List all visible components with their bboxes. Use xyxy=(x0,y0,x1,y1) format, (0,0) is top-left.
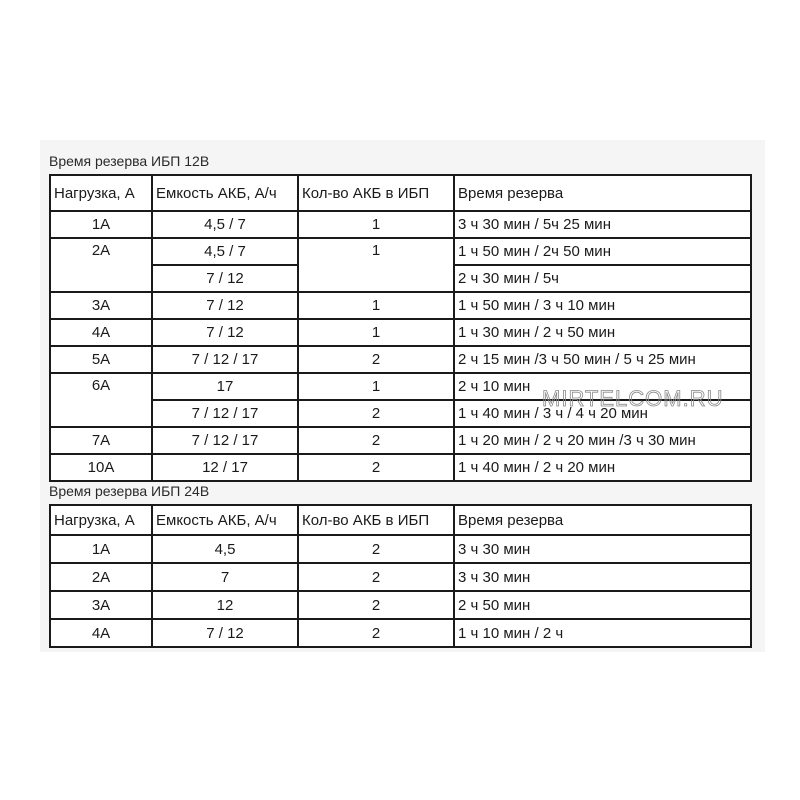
cell-load: 4А xyxy=(50,619,152,647)
header-capacity: Емкость АКБ, А/ч xyxy=(152,175,298,211)
table-row xyxy=(50,427,751,454)
cell-count: 2 xyxy=(298,427,454,454)
cell-count: 2 xyxy=(298,400,454,427)
table-row xyxy=(50,292,751,319)
cell-load: 6А xyxy=(50,373,152,427)
cell-time: 3 ч 30 мин xyxy=(454,563,751,591)
table-24v-caption: Время резерва ИБП 24В xyxy=(49,483,210,499)
cell-load: 4А xyxy=(50,319,152,346)
cell-load: 2А xyxy=(50,563,152,591)
cell-count: 1 xyxy=(298,211,454,238)
header-time: Время резерва xyxy=(454,175,751,211)
cell-time: 2 ч 15 мин /3 ч 50 мин / 5 ч 25 мин xyxy=(454,346,751,373)
cell-capacity: 12 / 17 xyxy=(152,454,298,481)
table-row xyxy=(50,454,751,481)
table-12v-caption: Время резерва ИБП 12В xyxy=(49,153,210,169)
cell-count: 1 xyxy=(298,319,454,346)
table-row xyxy=(50,619,751,647)
table-row xyxy=(50,211,751,238)
cell-time: 1 ч 50 мин / 3 ч 10 мин xyxy=(454,292,751,319)
cell-time: 3 ч 30 мин xyxy=(454,535,751,563)
cell-time: 1 ч 40 мин / 2 ч 20 мин xyxy=(454,454,751,481)
cell-capacity: 7 / 12 / 17 xyxy=(152,346,298,373)
table-row xyxy=(50,563,751,591)
table-row xyxy=(50,346,751,373)
cell-load: 7А xyxy=(50,427,152,454)
cell-count: 2 xyxy=(298,619,454,647)
cell-capacity: 7 / 12 / 17 xyxy=(152,427,298,454)
table-row xyxy=(50,238,751,265)
watermark: MIRTELCOM.RU xyxy=(542,386,724,411)
cell-count: 2 xyxy=(298,563,454,591)
cell-capacity: 7 / 12 xyxy=(152,265,298,292)
table-header-row xyxy=(50,505,751,535)
header-capacity: Емкость АКБ, А/ч xyxy=(152,505,298,535)
cell-time: 2 ч 50 мин xyxy=(454,591,751,619)
header-load: Нагрузка, А xyxy=(50,175,152,211)
cell-capacity: 12 xyxy=(152,591,298,619)
cell-capacity: 7 xyxy=(152,563,298,591)
cell-capacity: 4,5 / 7 xyxy=(152,211,298,238)
cell-count: 2 xyxy=(298,535,454,563)
cell-count: 1 xyxy=(298,238,454,292)
cell-count: 2 xyxy=(298,346,454,373)
table-header-row xyxy=(50,175,751,211)
cell-count: 1 xyxy=(298,292,454,319)
table-row xyxy=(50,535,751,563)
table-row xyxy=(50,591,751,619)
cell-time: 3 ч 30 мин / 5ч 25 мин xyxy=(454,211,751,238)
cell-capacity: 7 / 12 / 17 xyxy=(152,400,298,427)
header-time: Время резерва xyxy=(454,505,751,535)
cell-count: 2 xyxy=(298,591,454,619)
table-24v xyxy=(49,504,752,648)
cell-load: 3А xyxy=(50,292,152,319)
cell-load: 2А xyxy=(50,238,152,292)
cell-time: 1 ч 50 мин / 2ч 50 мин xyxy=(454,238,751,265)
cell-capacity: 4,5 / 7 xyxy=(152,238,298,265)
cell-time: 2 ч 30 мин / 5ч xyxy=(454,265,751,292)
cell-capacity: 4,5 xyxy=(152,535,298,563)
table-12v xyxy=(49,174,752,482)
cell-load: 1А xyxy=(50,211,152,238)
cell-load: 10А xyxy=(50,454,152,481)
cell-capacity: 7 / 12 xyxy=(152,292,298,319)
header-load: Нагрузка, А xyxy=(50,505,152,535)
cell-time: 1 ч 40 мин / 3 ч / 4 ч 20 мин xyxy=(454,400,751,427)
cell-load: 1А xyxy=(50,535,152,563)
cell-load: 3А xyxy=(50,591,152,619)
table-row xyxy=(50,319,751,346)
header-count: Кол-во АКБ в ИБП xyxy=(298,175,454,211)
cell-count: 2 xyxy=(298,454,454,481)
cell-capacity: 17 xyxy=(152,373,298,400)
cell-time: 1 ч 20 мин / 2 ч 20 мин /3 ч 30 мин xyxy=(454,427,751,454)
cell-time: 1 ч 10 мин / 2 ч xyxy=(454,619,751,647)
cell-count: 1 xyxy=(298,373,454,400)
cell-time: 1 ч 30 мин / 2 ч 50 мин xyxy=(454,319,751,346)
cell-capacity: 7 / 12 xyxy=(152,619,298,647)
header-count: Кол-во АКБ в ИБП xyxy=(298,505,454,535)
cell-time: 2 ч 10 мин xyxy=(454,373,751,400)
cell-capacity: 7 / 12 xyxy=(152,319,298,346)
cell-load: 5А xyxy=(50,346,152,373)
